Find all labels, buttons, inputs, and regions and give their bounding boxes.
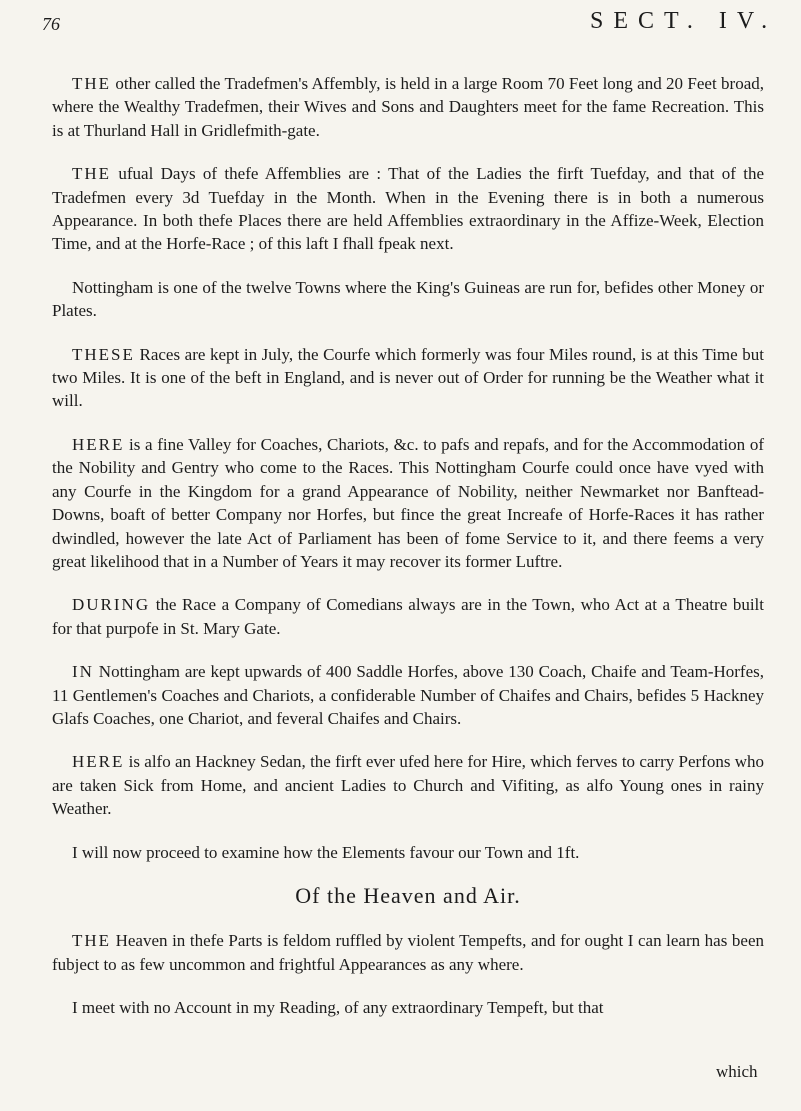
paragraph-text: is a fine Valley for Coaches, Chariots, &c. to pafs and repafs, and for the Accommodation of the Nobility and Gentry who come to the Races. This Nottingham Courfe could once have vyed with any Courfe in the Kingdom for a grand Appearance of Nobility, neither Newmarket nor Banftead-Downs, boaft of better Company nor Horfes, but fince the great Increafe of Horfe-Races it has rather dwindled, however the late Act of Parliament has been of fome Service to it, and there feems a very great likelihood that in a Number of Years it may recover its former Luftre. <box>52 434 764 571</box>
paragraph <box>52 72 764 142</box>
paragraph <box>52 276 764 323</box>
running-head: SECT. IV. <box>590 8 778 34</box>
paragraph-lead: DURING <box>72 595 151 615</box>
paragraph-lead: THE <box>72 164 112 184</box>
paragraph-text: other called the Tradefmen's Affembly, is held in a large Room 70 Feet long and 20 Feet broad, where the Wealthy Tradefmen, their Wives and Sons and Daughters meet for the fame Recreation. This is at Thurland Hall in Gridlefmith-gate. <box>52 74 764 140</box>
paragraph-text: is alfo an Hackney Sedan, the firft ever ufed here for Hire, which ferves to carry Perfons who are taken Sick from Home, and ancient Ladies to Church and Vifiting, as alfo Young ones in rainy Weather. <box>52 752 764 819</box>
paragraph-lead: HERE <box>72 434 125 454</box>
paragraph <box>52 343 764 413</box>
paragraph-text: the Race a Company of Comedians always are in the Town, who Act at a Theatre built for that purpofe in St. Mary Gate. <box>52 595 764 638</box>
paragraph-lead: THE <box>72 74 112 93</box>
paragraph-text: I meet with no Account in my Reading, of any extraordinary Tempeft, but that <box>72 998 604 1018</box>
paragraph-text: ufual Days of thefe Affemblies are : That of the Ladies the firft Tuefday, and that of the Tradefmen every 3d Tuefday in the Month. When in the Evening there is in both a numerous Appearance. In both thefe Places there are held Affemblies extraordinary in the Affize-Week, Election Time, and at the Horfe-Race ; of this laft I fhall fpeak next. <box>52 164 764 254</box>
catchword: which <box>716 1062 758 1081</box>
paragraph <box>52 660 764 730</box>
body-text <box>52 72 764 1040</box>
paragraph <box>52 433 764 573</box>
paragraph <box>52 929 764 976</box>
paragraph-text: Nottingham is one of the twelve Towns where the King's Guineas are run for, befides other Money or Plates. <box>52 277 764 321</box>
page-number: 76 <box>42 14 60 34</box>
paragraph-lead: IN <box>72 662 94 682</box>
paragraph-text: Nottingham are kept upwards of 400 Saddle Horfes, above 130 Coach, Chaife and Team-Horfes, 11 Gentlemen's Coaches and Chariots, a confiderable Number of Chaifes and Chairs, befides 5 Hackney Glafs Coaches, one Chariot, and feveral Chaifes and Chairs. <box>52 662 764 728</box>
section-heading: Of the Heaven and Air. <box>295 882 521 908</box>
paragraph-lead: THE <box>72 931 112 951</box>
paragraph <box>52 593 764 640</box>
paragraph <box>52 841 764 864</box>
paragraph-text: Races are kept in July, the Courfe which formerly was four Miles round, is at this Time but two Miles. It is one of the beft in England, and is never out of Order for running be the Weather what it will. <box>52 344 764 411</box>
paragraph-text: Heaven in thefe Parts is feldom ruffled by violent Tempefts, and for ought I can learn has been fubject to as few uncommon and frightful Appearances as any where. <box>52 931 764 974</box>
paragraph <box>52 750 764 820</box>
page-header <box>0 4 801 54</box>
paragraph-text: I will now proceed to examine how the Elements favour our Town and 1ft. <box>72 842 580 862</box>
paragraph <box>52 162 764 256</box>
paragraph <box>52 996 764 1019</box>
paragraph-lead: THESE <box>72 344 135 364</box>
paragraph-lead: HERE <box>72 752 125 772</box>
